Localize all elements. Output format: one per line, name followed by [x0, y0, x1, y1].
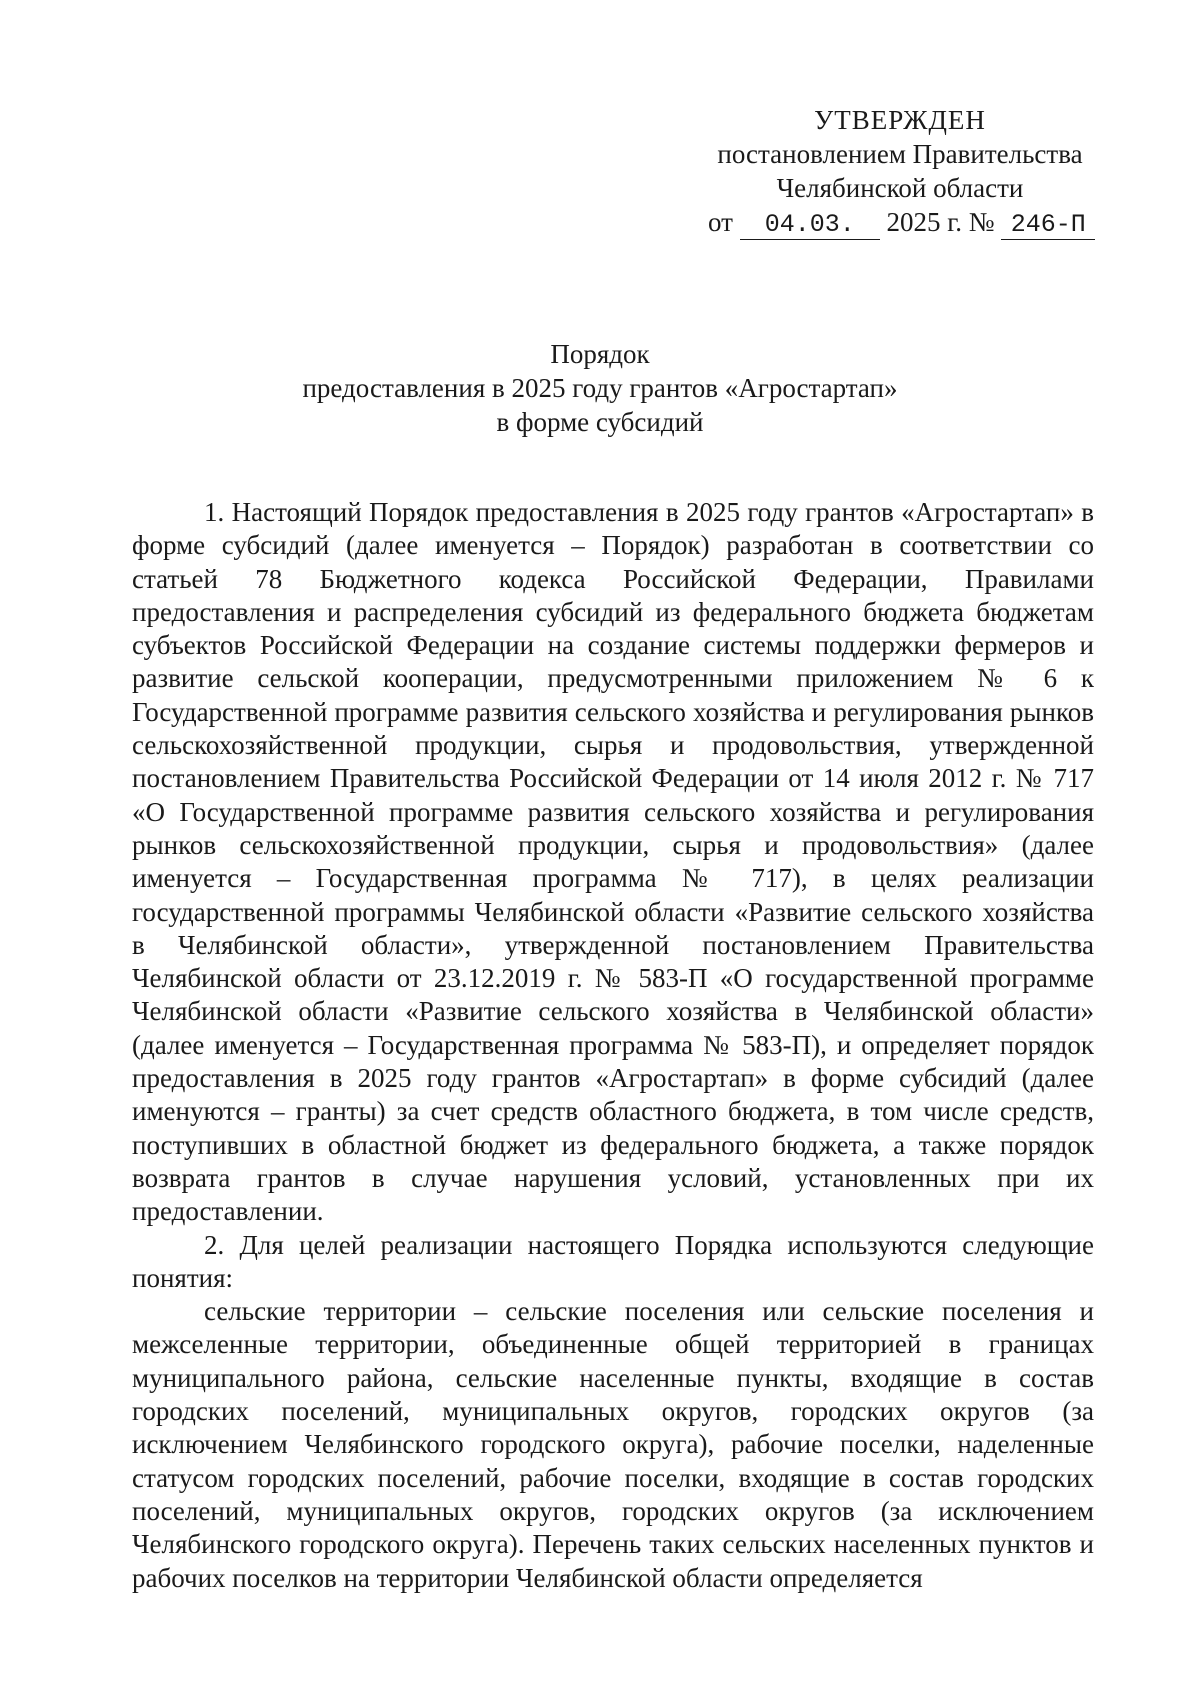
- title-line-1: Порядок: [550, 339, 650, 369]
- year-text: 2025 г. №: [886, 207, 995, 237]
- approval-line-2: Челябинской области: [776, 173, 1024, 203]
- date-prefix: от: [708, 207, 733, 237]
- paragraph-1: 1. Настоящий Порядок предоставления в 2025 году грантов «Агростартап» в форме субсидий (далее именуется – Порядок) разработан в соответствии со статьей 78 Бюджетного кодекса Российской Федерации, Правилами предоставления и распределения субсидий из федерального бюджета бюджетам субъектов Российской Федерации на создание системы поддержки фермеров и развитие сельской кооперации, предусмотренными приложением № 6 к Государственной программе развития сельского хозяйства и регулирования рынков сельскохозяйственной продукции, сырья и продовольствия, утвержденной постановлением Правительства Российской Федерации от 14 июля 2012 г. № 717 «О Государственной программе развития сельского хозяйства и регулирования рынков сельскохозяйственной продукции, сырья и продовольствия» (далее именуется – Государственная программа № 717), в целях реализации государственной программы Челябинской области «Развитие сельского хозяйства в Челябинской области», утвержденной постановлением Правительства Челябинской области от 23.12.2019 г. № 583-П «О государственной программе Челябинской области «Развитие сельского хозяйства в Челябинской области» (далее именуется – Государственная программа № 583-П), и определяет порядок предоставления в 2025 году грантов «Агростартап» в форме субсидий (далее именуются – гранты) за счет средств областного бюджета, в том числе средств, поступивших в областной бюджет из федерального бюджета, а также порядок возврата грантов в случае нарушения условий, установленных при их предоставлении.: [132, 497, 1094, 1227]
- paragraph-3: сельские территории – сельские поселения или сельские поселения и межселенные территории, объединенные общей территорией в границах муниципального района, сельские населенные пункты, входящие в состав городских поселений, муниципальных округов, городских округов (за исключением Челябинского городского округа), рабочие поселки, наделенные статусом городских поселений, рабочие поселки, входящие в состав городских поселений, муниципальных округов, городских округов (за исключением Челябинского городского округа). Перечень таких сельских населенных пунктов и рабочих поселков на территории Челябинской области определяется: [132, 1296, 1094, 1593]
- title-line-3: в форме субсидий: [496, 407, 704, 437]
- paragraph-2: 2. Для целей реализации настоящего Порядка используются следующие понятия:: [132, 1229, 1094, 1293]
- approval-date-line: [700, 205, 1100, 240]
- approval-title: УТВЕРЖДЕН: [814, 105, 986, 135]
- approval-block: [700, 103, 1100, 240]
- resolution-number: 246-П: [1001, 211, 1095, 240]
- date-value: 04.03.: [740, 211, 880, 240]
- document-title: [0, 337, 1200, 439]
- approval-line-1: постановлением Правительства: [717, 139, 1083, 169]
- document-body: [132, 496, 1094, 1595]
- title-line-2: предоставления в 2025 году грантов «Агростартап»: [302, 373, 898, 403]
